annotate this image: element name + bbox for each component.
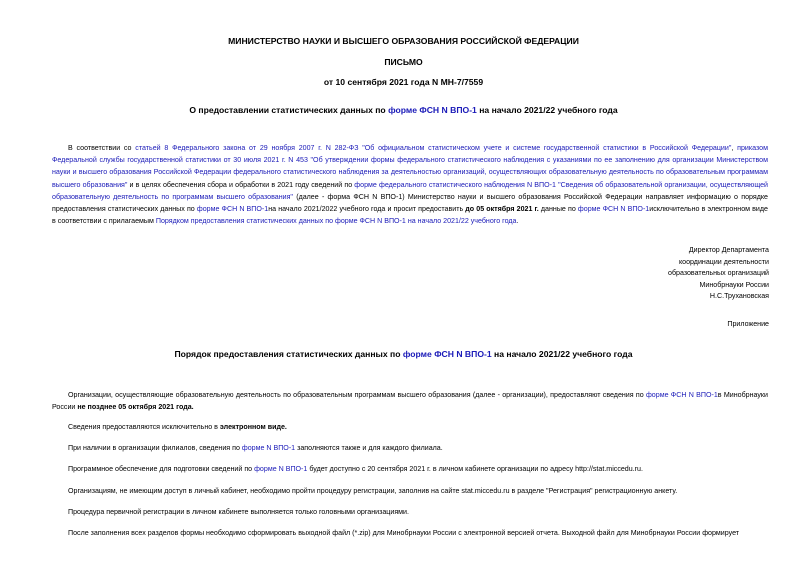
signature-line-3: образовательных организаций (668, 269, 769, 278)
appendix-paragraph-4 (52, 463, 768, 475)
a3-text-1: При наличии в организации филиалов, сведения по (68, 444, 242, 452)
appendix-paragraph-6: Процедура первичной регистрации в личном кабинете выполняется только головными организациями. (68, 508, 409, 516)
letter-body-paragraph (52, 142, 768, 227)
federal-law-link[interactable]: статьей 8 Федерального закона от 29 ноября 2007 г. N 282-ФЗ "Об официальном статистическом учете и системе государственной статистики в Российской Федерации" (135, 144, 732, 152)
a4-text-1: Программное обеспечение для подготовки сведений по (68, 465, 255, 473)
deadline-text: до 05 октября 2021 г. (465, 205, 539, 214)
a1-form-link[interactable]: форме ФСН N ВПО-1 (645, 391, 718, 399)
signature-block (668, 245, 769, 303)
a4-text-2: будет доступно с 20 сентября 2021 г. в личном кабинете организации по адресу http://stat.miccedu.ru. (307, 465, 643, 473)
document-subject (0, 105, 807, 115)
a1-text-1: Организации, осуществляющие образовательную деятельность по образовательным программам высшего образования (далее - организации), предоставляют сведения по (68, 391, 646, 399)
p1-text-1: В соответствии со (68, 144, 136, 152)
document-date-number: от 10 сентября 2021 года N МН-7/7559 (323, 77, 484, 87)
p1-text-4: (далее - форма ФСН N ВПО-1) Министерство науки и высшего образования Российской Федерации направляет информацию о порядке предоставления статистических данных по (52, 192, 769, 214)
a3-form-link[interactable]: форме N ВПО-1 (241, 444, 296, 452)
appendix-paragraph-7: После заполнения всех разделов формы необходимо сформировать выходной файл (*.zip) для Минобрнауки России с электронной версией отчета. Выходной файл для Минобрнауки России формирует (68, 529, 740, 537)
appendix-title (0, 349, 807, 359)
signature-line-1: Директор Департамента (688, 246, 769, 254)
appendix-form-link[interactable]: форме ФСН N ВПО-1 (402, 349, 492, 359)
subject-text-pre: О предоставлении статистических данных по (189, 105, 389, 115)
document-type: ПИСЬМО (384, 57, 423, 67)
p1-text-6: данные по (538, 205, 578, 214)
procedure-link[interactable]: Порядком предоставления статистических данных по форме ФСН N ВПО-1 на начало 2021/22 учебного года (155, 217, 517, 226)
appendix-paragraph-5: Организациям, не имеющим доступ в личный кабинет, необходимо пройти процедуру регистрации, заполнив на сайте stat.miccedu.ru в разделе "Регистрация" регистрационную анкету. (68, 487, 678, 495)
a3-text-2: заполняются также и для каждого филиала. (295, 444, 443, 452)
ministry-heading: МИНИСТЕРСТВО НАУКИ И ВЫСШЕГО ОБРАЗОВАНИЯ РОССИЙСКОЙ ФЕДЕРАЦИИ (228, 36, 579, 46)
form-vpo1-link-2[interactable]: форме ФСН N ВПО-1 (577, 205, 650, 214)
signature-line-2: координации деятельности (678, 257, 769, 266)
appendix-paragraph-3 (52, 442, 768, 454)
p1-text-2: , (731, 144, 738, 152)
a4-form-link[interactable]: форме N ВПО-1 (254, 465, 308, 473)
appendix-label: Приложение (727, 320, 769, 328)
appendix-title-post: на начало 2021/22 учебного года (491, 349, 633, 359)
appendix-paragraph-1 (52, 389, 768, 413)
appendix-title-pre: Порядок предоставления статистических данных по (174, 349, 403, 359)
a1-deadline: не позднее 05 октября 2021 года. (77, 403, 194, 412)
a2-electronic: электронном виде. (219, 423, 287, 431)
subject-text-post: на начало 2021/22 учебного года (476, 105, 618, 115)
rosstat-order-link[interactable]: приказом Федеральной службы государственной статистики от 30 июля 2021 г. N 453 "Об утверждении формы федерального статистического наблюдения с указаниями по ее заполнению для организации Министерством науки и высшего образования Российской Федерации федерального статистического наблюдения за деятельностью организаций, осуществляющих образовательную деятельность по образовательным программам высшего образования" (52, 144, 768, 189)
p1-text-7: исключительно в электронном виде в соответствии с прилагаемым (52, 205, 768, 226)
signature-name: Н.С.Трухановская (709, 292, 769, 301)
appendix-paragraph-2 (52, 421, 768, 433)
subject-form-link[interactable]: форме ФСН N ВПО-1 (388, 105, 477, 115)
p1-text-8: . (516, 217, 519, 226)
p1-text-5: на начало 2021/2022 учебного года и просит предоставить (268, 205, 466, 214)
p1-text-3: и в целях обеспечения сбора и обработки в 2021 году сведений по (127, 180, 355, 189)
signature-line-4: Минобрнауки России (699, 280, 769, 289)
form-vpo1-link-1[interactable]: форме ФСН N ВПО-1 (196, 205, 269, 214)
a2-text-1: Сведения предоставляются исключительно в (68, 423, 220, 431)
statistical-form-link[interactable]: форме федерального статистического наблюдения N ВПО-1 "Сведения об образовательной организации, осуществляющей образовательную деятельность по программам высшего образования" (52, 180, 768, 201)
a1-text-2: в Минобрнауки России (52, 391, 768, 412)
